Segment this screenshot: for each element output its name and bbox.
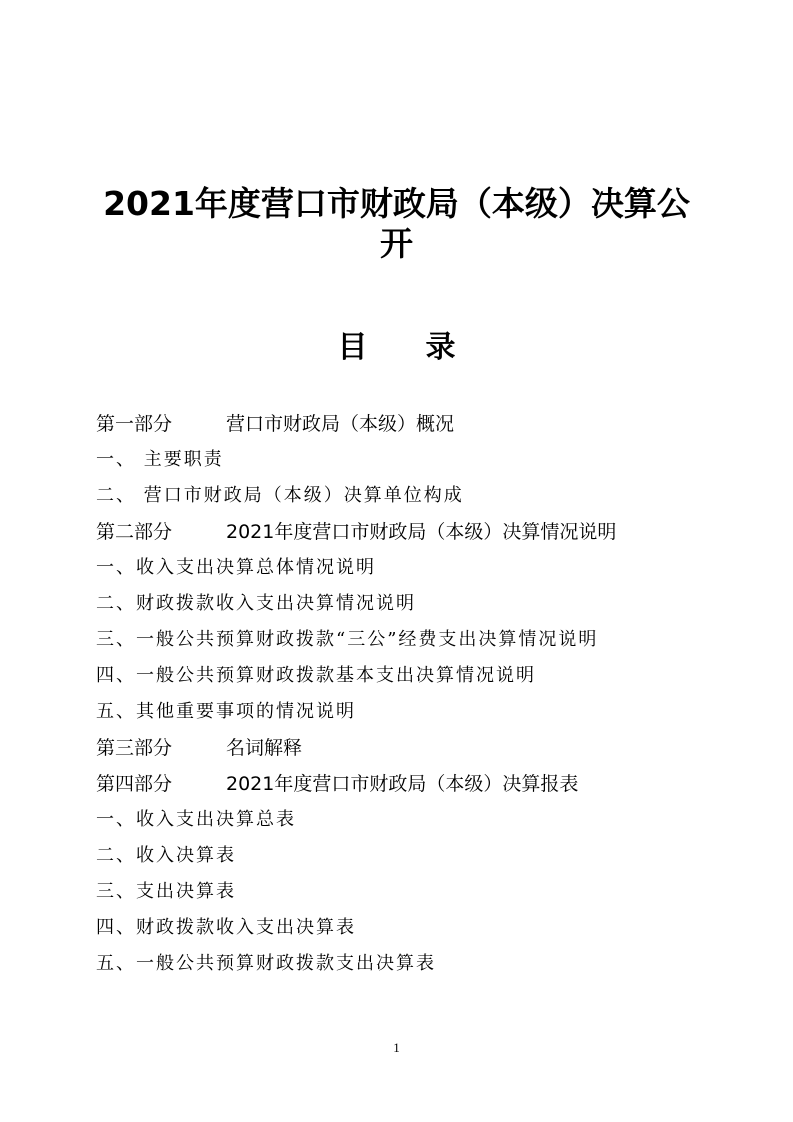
toc-entry: 一、收入支出决算总体情况说明 [96,557,376,578]
toc-heading-char-1: 目 [337,330,368,365]
toc-part-label: 第二部分 [96,521,173,543]
toc-entry: 五、一般公共预算财政拨款支出决算表 [96,953,436,974]
toc-part-label: 第四部分 [96,773,173,795]
toc-entry: 二、 营口市财政局（本级）决算单位构成 [96,485,464,506]
toc-part-1 [96,406,736,442]
toc-part-2 [96,514,736,550]
toc-entry: 三、支出决算表 [96,881,236,902]
toc-part-title: 2021年度营口市财政局（本级）决算情况说明 [226,521,617,543]
toc-part-title: 营口市财政局（本级）概况 [226,413,455,435]
toc-part-4 [96,766,736,802]
toc-entry: 一、 主要职责 [96,449,224,470]
toc-entry: 一、收入支出决算总表 [96,809,296,830]
toc-entry: 二、收入决算表 [96,845,236,866]
toc-part-label: 第三部分 [96,737,173,759]
toc-part-title: 名词解释 [226,737,303,759]
toc-entry: 四、一般公共预算财政拨款基本支出决算情况说明 [96,665,536,686]
page-number: 1 [393,1040,400,1055]
toc-entry: 五、其他重要事项的情况说明 [96,701,356,722]
document-title-line-2: 开 [380,224,413,263]
toc-entry: 三、一般公共预算财政拨款“三公”经费支出决算情况说明 [96,629,599,650]
toc-part-label: 第一部分 [96,413,173,435]
toc-entry: 四、财政拨款收入支出决算表 [96,917,356,938]
toc-entry: 二、财政拨款收入支出决算情况说明 [96,593,416,614]
toc-heading [0,326,793,370]
toc-part-3 [96,730,736,766]
toc-heading-char-2: 录 [425,330,456,365]
toc-part-title: 2021年度营口市财政局（本级）决算报表 [226,773,579,795]
table-of-contents [96,406,736,982]
document-title-line-1: 2021年度营口市财政局（本级）决算公 [103,184,690,223]
